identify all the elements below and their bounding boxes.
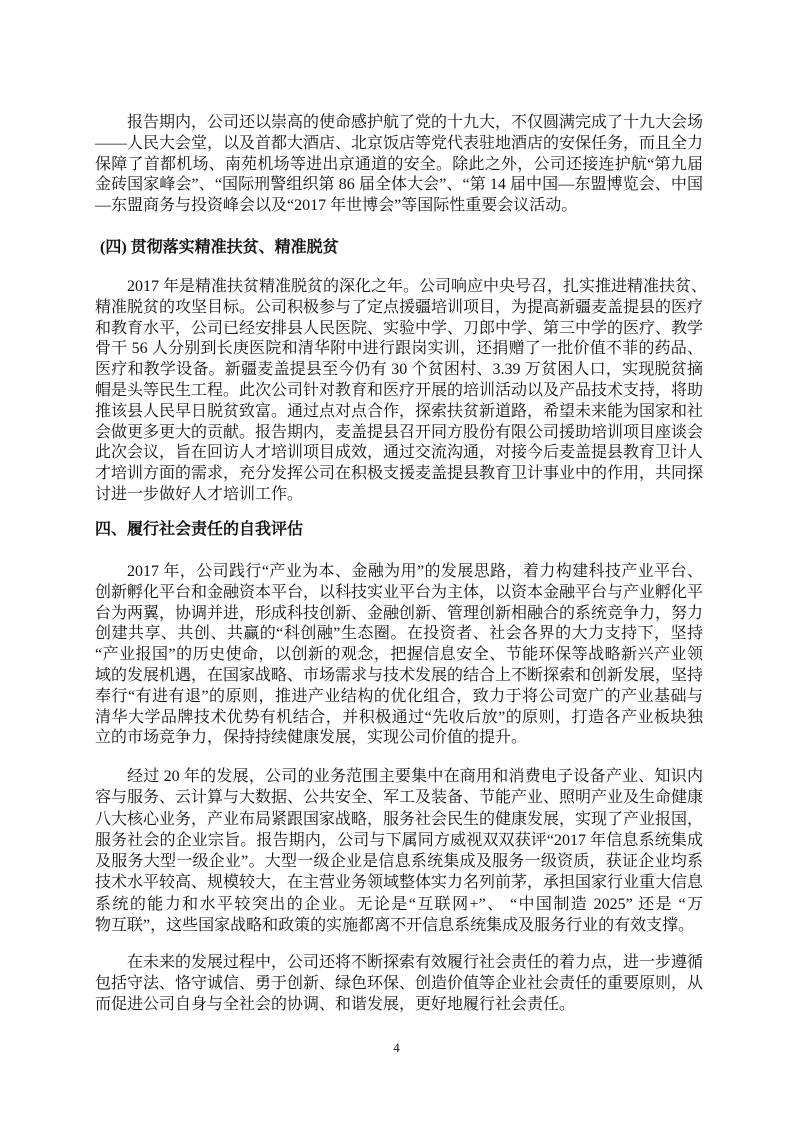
text-line: 才培训方面的需求，充分发挥公司在积极支援麦盖提县教育卫计事业中的作用，共同探 bbox=[95, 465, 704, 483]
paragraph-security-escort bbox=[95, 113, 703, 217]
text-line: 而促进公司自身与全社会的协调、和谐发展，更好地履行社会责任。 bbox=[95, 995, 576, 1013]
text-line: —东盟商务与投资峰会以及“2017 年世博会”等国际性重要会议活动。 bbox=[95, 197, 578, 215]
text-line: 保障了首都机场、南苑机场等进出京通道的安全。除此之外，公司还接连护航“第九届 bbox=[95, 155, 703, 173]
text-line: 创建共享、共创、共赢的“科创融”生态圈。在投资者、社会各界的大力支持下，坚持 bbox=[95, 625, 703, 643]
text-line: 系统的能力和水平较突出的企业。无论是“互联网+”、 “中国制造 2025” 还是 “万 bbox=[95, 895, 703, 913]
paragraph-future-outlook bbox=[95, 953, 703, 1015]
text-line: 2017 年，公司践行“产业为本、金融为用”的发展思路，着力构建科技产业平台、 bbox=[127, 563, 703, 580]
text-line: 此次会议，旨在回访人才培训项目成效，通过交流沟通，对接今后麦盖提县教育卫计人 bbox=[95, 444, 704, 462]
text-line: 骨干 56 人分别到长庚医院和清华附中进行跟岗实训，还捐赠了一批价值不菲的药品、 bbox=[95, 340, 703, 358]
text-line: 立的市场竞争力，保持持续健康发展，实现公司价值的提升。 bbox=[95, 729, 528, 747]
text-line: 域的发展机遇，在国家战略、市场需求与技术发展的结合上不断探索和创新发展，坚持 bbox=[95, 666, 704, 684]
text-line: 金砖国家峰会”、“国际刑警组织第 86 届全体大会”、“第 14 届中国—东盟博览会、中国 bbox=[95, 176, 703, 194]
text-line: 推该县人民早日脱贫致富。通过点对点合作，探索扶贫新道路，希望未来能为国家和社 bbox=[95, 402, 704, 420]
text-line: “产业报国”的历史使命，以创新的观念，把握信息安全、节能环保等战略新兴产业领 bbox=[95, 646, 703, 664]
paragraph-poverty-alleviation bbox=[95, 277, 708, 506]
text-line: 包括守法、恪守诚信、勇于创新、绿色环保、创造价值等企业社会责任的重要原则，从 bbox=[95, 974, 704, 992]
text-line: ——人民大会堂，以及首都大酒店、北京饭店等党代表驻地酒店的安保任务，而且全力 bbox=[95, 134, 704, 152]
text-line: 技术水平较高、规模较大，在主营业务领域整体实力名列前茅，承担国家行业重大信息 bbox=[95, 874, 704, 892]
text-line: 容与服务、云计算与大数据、公共安全、军工及装备、节能产业、照明产业及生命健康 bbox=[95, 789, 704, 807]
text-line: 八大核心业务，产业布局紧跟国家战略，服务社会民生的健康发展，实现了产业报国， bbox=[95, 810, 704, 828]
subsection-heading: (四) 贯彻落实精准扶贫、精准脱贫 bbox=[100, 239, 339, 256]
text-line: 清华大学品牌技术优势有机结合，并积极通过“先收后放”的原则，打造各产业板块独 bbox=[95, 708, 703, 726]
paragraph-business-scope bbox=[95, 766, 703, 936]
text-line: 奉行“有进有退”的原则，推进产业结构的优化组合，致力于将公司宽广的产业基础与 bbox=[95, 687, 703, 705]
text-line: 精准脱贫的攻坚目标。公司积极参与了定点援疆培训项目，为提高新疆麦盖提县的医疗 bbox=[95, 298, 704, 316]
text-line: 会做更多更大的贡献。报告期内，麦盖提县召开同方股份有限公司援助培训项目座谈会 bbox=[95, 423, 704, 441]
text-line: 创新孵化平台和金融资本平台，以科技实业平台为主体，以资本金融平台与产业孵化平 bbox=[95, 583, 704, 601]
text-line: 台为两翼，协调并进，形成科技创新、金融创新、管理创新相融合的系统竞争力，努力 bbox=[95, 604, 704, 622]
text-line: 讨进一步做好人才培训工作。 bbox=[95, 485, 304, 503]
text-line: 在未来的发展过程中，公司还将不断探索有效履行社会责任的着力点，进一步遵循 bbox=[127, 954, 704, 971]
text-line: 及服务大型一级企业”。大型一级企业是信息系统集成及服务一级资质，获证企业均系 bbox=[95, 853, 703, 871]
section-heading: 四、履行社会责任的自我评估 bbox=[95, 521, 304, 538]
text-line: 经过 20 年的发展，公司的业务范围主要集中在商用和消费电子设备产业、知识内 bbox=[127, 768, 703, 785]
text-line: 物互联”，这些国家战略和政策的实施都离不开信息系统集成及服务行业的有效支撑。 bbox=[95, 917, 695, 935]
text-line: 帽是头等民生工程。此次公司针对教育和医疗开展的培训活动以及产品技术支持，将助 bbox=[95, 381, 704, 399]
text-line: 报告期内，公司还以崇高的使命感护航了党的十九大，不仅圆满完成了十九大会场 bbox=[127, 114, 704, 131]
paragraph-development-strategy bbox=[95, 562, 703, 749]
page-number: 4 bbox=[393, 1040, 400, 1055]
text-line: 服务社会的企业宗旨。报告期内，公司与下属同方威视双双获评“2017 年信息系统集成 bbox=[95, 831, 703, 849]
text-line: 2017 年是精准扶贫精准脱贫的深化之年。公司响应中央号召，扎实推进精准扶贫、 bbox=[127, 278, 708, 295]
text-line: 医疗和教学设备。新疆麦盖提县至今仍有 30 个贫困村、3.39 万贫困人口，实现脱贫摘 bbox=[95, 361, 703, 379]
text-line: 和教育水平，公司已经安排县人民医院、实验中学、刀郎中学、第三中学的医疗、教学 bbox=[95, 319, 704, 337]
